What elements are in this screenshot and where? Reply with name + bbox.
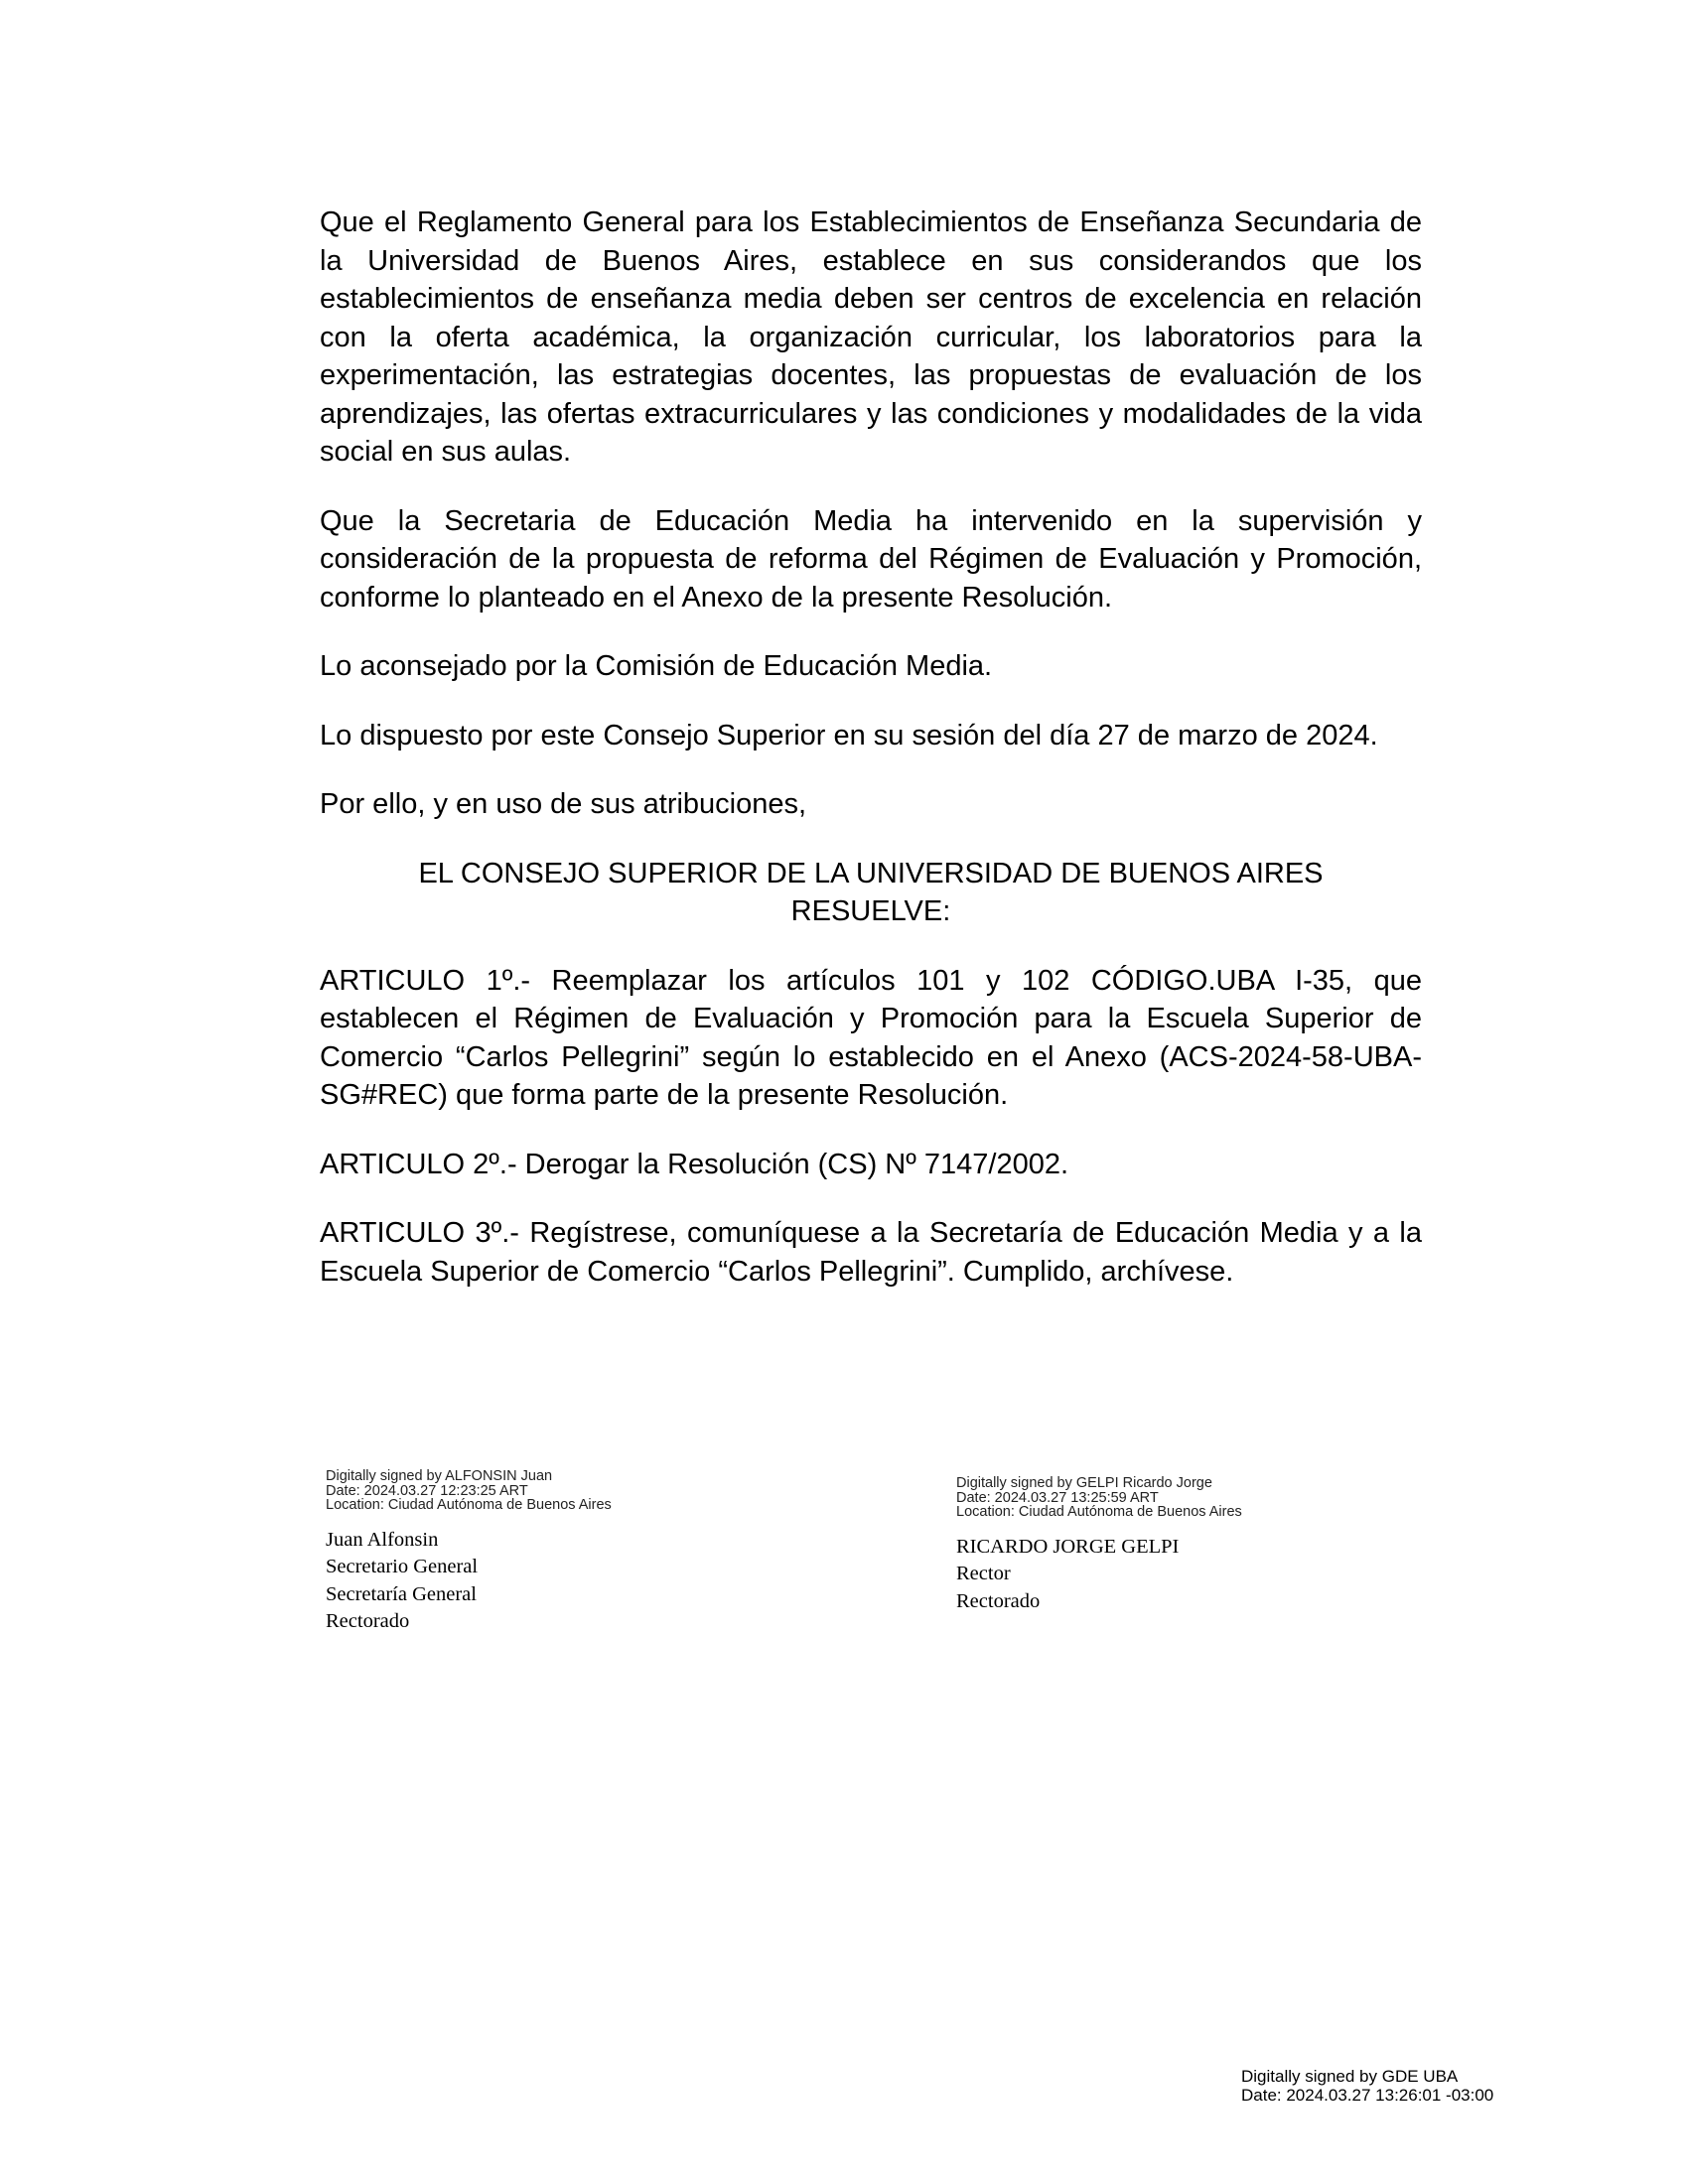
signed-by-text: Digitally signed by ALFONSIN Juan — [326, 1468, 553, 1484]
signer-office: Rectorado — [956, 1589, 1041, 1612]
signer-title: Rector — [956, 1563, 1011, 1584]
considerando-paragraph: Que el Reglamento General para los Establecimientos de Enseñanza Secundaria de la Universidad de Buenos Aires, establece en sus considerandos que los establecimientos de enseñanza media deben ser centros de excelencia en relación con la oferta académica, la organización curricular, los laboratorios para la experimentación, las estrategias docentes, las propuestas de evaluación de los aprendizajes, las ofertas extracurriculares y las condiciones y modalidades de la vida social en sus aulas. — [320, 206, 1422, 468]
signature-location: Location: Ciudad Autónoma de Buenos Aires — [956, 1504, 1242, 1520]
digital-signature-stamp — [1241, 2067, 1493, 2105]
article-paragraph: ARTICULO 3º.- Regístrese, comuníquese a la Secretaría de Educación Media y a la Escuela Superior de Comercio “Carlos Pellegrini”. Cumplido, archívese. — [320, 1217, 1422, 1288]
signer-office: Rectorado — [326, 1610, 410, 1632]
signature-location: Location: Ciudad Autónoma de Buenos Aires — [326, 1497, 612, 1513]
signer-title: Secretario General — [326, 1556, 479, 1577]
considerando-paragraph: Lo aconsejado por la Comisión de Educación Media. — [320, 650, 993, 682]
stamp-date: Date: 2024.03.27 13:26:01 -03:00 — [1241, 2086, 1494, 2105]
signer-department: Secretaría General — [326, 1582, 477, 1605]
signer-details — [956, 1534, 1242, 1616]
signature-block-right — [956, 1476, 1242, 1615]
article-paragraph: ARTICULO 1º.- Reemplazar los artículos 101 y 102 CÓDIGO.UBA I-35, que establecen el Régimen de Evaluación y Promoción para la Escuela Superior de Comercio “Carlos Pellegrini” según lo establecido en el Anexo (ACS-2024-58-UBA-SG#REC) que forma parte de la presente Resolución. — [320, 964, 1422, 1111]
signer-name: Juan Alfonsin — [326, 1528, 439, 1551]
digital-signature-info — [326, 1469, 612, 1513]
resolution-heading-line1: EL CONSEJO SUPERIOR DE LA UNIVERSIDAD DE BUENOS AIRES — [418, 857, 1324, 889]
considerando-paragraph: Que la Secretaria de Educación Media ha intervenido en la supervisión y consideración de la propuesta de reforma del Régimen de Evaluación y Promoción, conforme lo planteado en el Anexo de la presente Resolución. — [320, 504, 1422, 614]
article-paragraph: ARTICULO 2º.- Derogar la Resolución (CS) Nº 7147/2002. — [320, 1148, 1069, 1180]
signer-details — [326, 1527, 612, 1636]
considerando-paragraph: Por ello, y en uso de sus atribuciones, — [320, 788, 807, 820]
signature-block-left — [326, 1469, 612, 1636]
signed-by-text: Digitally signed by GELPI Ricardo Jorge — [956, 1475, 1212, 1491]
considerando-paragraph: Lo dispuesto por este Consejo Superior en su sesión del día 27 de marzo de 2024. — [320, 719, 1378, 751]
signature-date: Date: 2024.03.27 13:25:59 ART — [956, 1489, 1159, 1506]
signer-name: RICARDO JORGE GELPI — [956, 1535, 1180, 1558]
stamp-signed-by: Digitally signed by GDE UBA — [1241, 2067, 1459, 2086]
resolution-body — [320, 204, 1422, 1321]
signature-date: Date: 2024.03.27 12:23:25 ART — [326, 1482, 528, 1499]
digital-signature-info — [956, 1476, 1242, 1520]
resolution-heading-line2: RESUELVE: — [790, 895, 951, 927]
resolution-heading — [320, 855, 1422, 931]
